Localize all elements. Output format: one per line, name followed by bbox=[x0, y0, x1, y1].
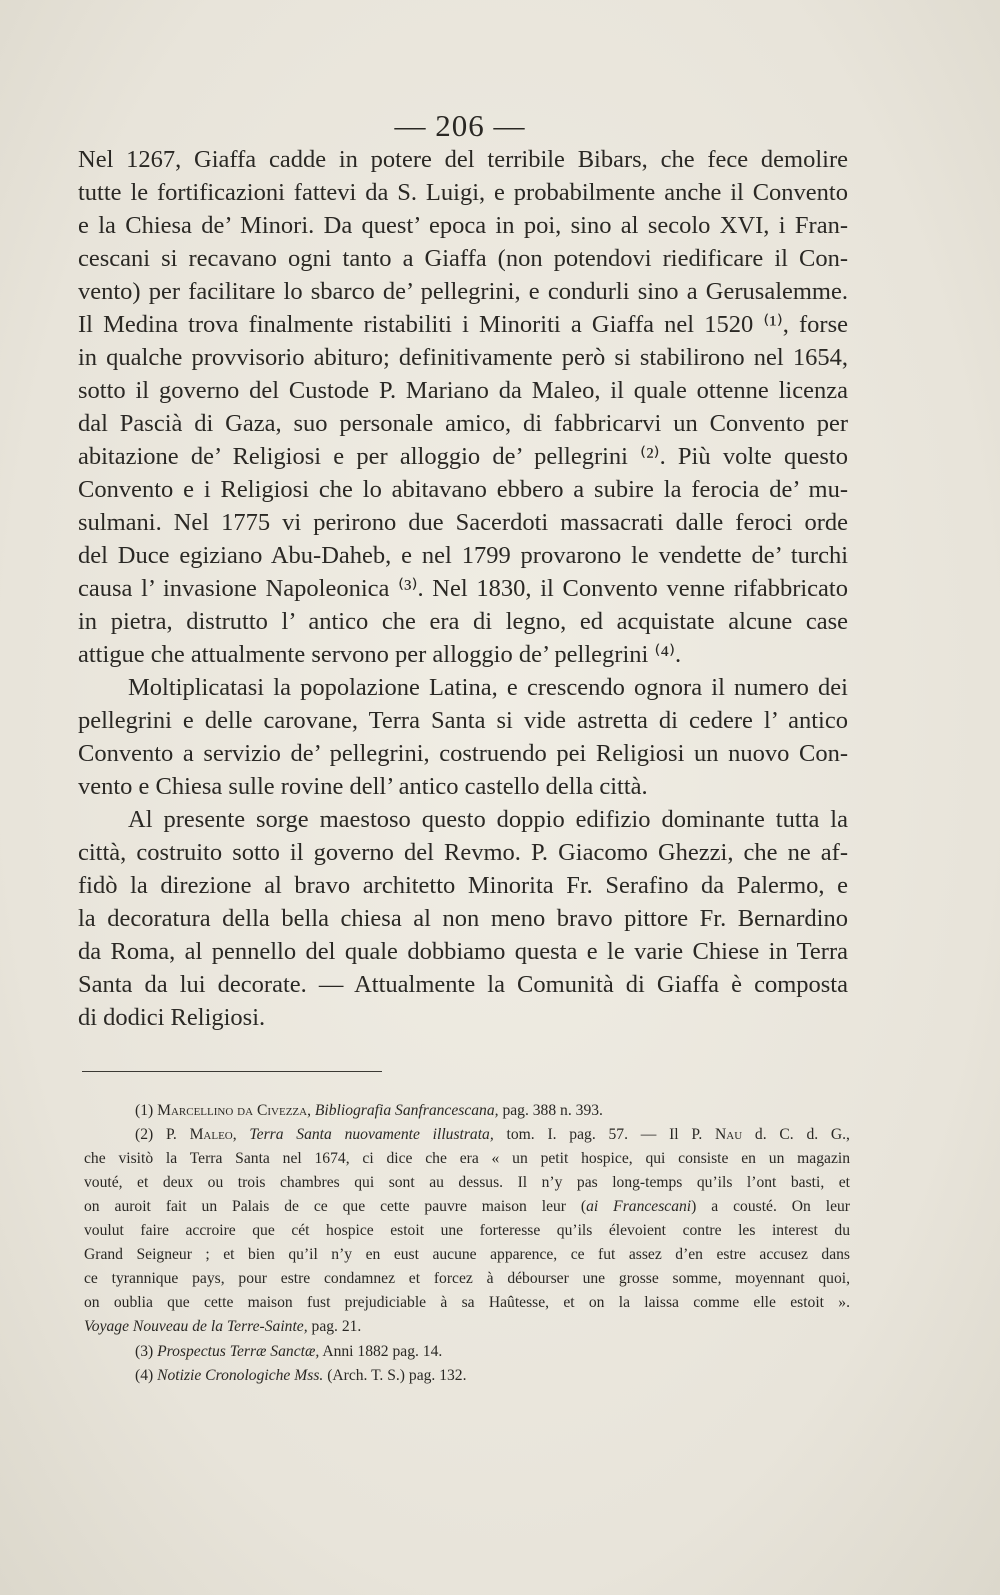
body-line: vento e Chiesa sulle rovine dell’ antico castello della città. bbox=[78, 773, 648, 800]
body-line: fidò la direzione al bravo architetto Minorita Fr. Serafino da Palermo, e bbox=[78, 872, 848, 899]
footnote-2 bbox=[84, 1127, 850, 1143]
body-line: vento) per facilitare lo sbarco de’ pellegrini, e condurli sino a Gerusalemme. bbox=[78, 278, 848, 305]
body-line: attigue che attualmente servono per alloggio de’ pellegrini ⁽⁴⁾. bbox=[78, 641, 682, 668]
body-line: Moltiplicatasi la popolazione Latina, e crescendo ognora il numero dei bbox=[128, 674, 848, 701]
body-line: e la Chiesa de’ Minori. Da quest’ epoca in poi, sino al secolo XVI, i Fran- bbox=[78, 212, 848, 239]
body-line: in qualche provvisorio abituro; definitivamente però si stabilirono nel 1654, bbox=[78, 344, 848, 371]
body-line: pellegrini e delle carovane, Terra Santa si vide astretta di cedere l’ antico bbox=[78, 707, 848, 734]
body-line: città, costruito sotto il governo del Revmo. P. Giacomo Ghezzi, che ne af- bbox=[78, 839, 848, 866]
footnote-number: (3) bbox=[135, 1343, 154, 1360]
footnote-text: pag. 21. bbox=[311, 1318, 362, 1335]
body-line: tutte le fortificazioni fattevi da S. Luigi, e probabilmente anche il Convento bbox=[78, 179, 848, 206]
body-line: Nel 1267, Giaffa cadde in potere del terribile Bibars, che fece demolire bbox=[78, 146, 848, 173]
body-line: di dodici Religiosi. bbox=[78, 1004, 266, 1031]
body-line: Convento a servizio de’ pellegrini, costruendo pei Religiosi un nuovo Con- bbox=[78, 740, 848, 767]
footnote-1 bbox=[84, 1103, 850, 1119]
footnote-author: Marcellino da Civezza, bbox=[157, 1102, 311, 1119]
footnote-text: d. C. d. G., bbox=[754, 1126, 850, 1143]
footnote-2-line: voulut faire accroire que cét hospice estoit une forteresse qu’ils élevoient contre les interest du bbox=[84, 1222, 850, 1239]
footnote-separator bbox=[82, 1071, 382, 1072]
body-line: Convento e i Religiosi che lo abitavano ebbero a subire la ferocia de’ mu- bbox=[78, 476, 848, 503]
body-line: abitazione de’ Religiosi e per alloggio de’ pellegrini ⁽²⁾. Più volte questo bbox=[78, 443, 848, 470]
footnote-2-line bbox=[84, 1199, 850, 1215]
footnote-2-line: ce tyrannique pays, pour estre condamnez et forcez à débourser une grosse somme, moyennant quoi, bbox=[84, 1270, 850, 1287]
footnote-text: P. bbox=[165, 1126, 177, 1143]
footnote-author: Nau bbox=[715, 1126, 743, 1143]
footnote-text: ) a cousté. On leur bbox=[691, 1198, 850, 1215]
footnote-number: (2) bbox=[135, 1126, 154, 1143]
page-number: — 206 — bbox=[394, 108, 526, 143]
body-line: causa l’ invasione Napoleonica ⁽³⁾. Nel 1830, il Convento venne rifabbricato bbox=[78, 575, 848, 602]
body-line: sulmani. Nel 1775 vi perirono due Sacerdoti massacrati dalle feroci orde bbox=[78, 509, 848, 536]
footnote-2-line: on oublia que cette maison fust prejudiciable à sa Haûtesse, et on la laissa comme elle estoit ». bbox=[84, 1294, 850, 1311]
body-line: Il Medina trova finalmente ristabiliti i Minoriti a Giaffa nel 1520 ⁽¹⁾, forse bbox=[78, 311, 848, 338]
footnote-text: (Arch. T. S.) pag. 132. bbox=[327, 1367, 467, 1384]
body-line: sotto il governo del Custode P. Mariano da Maleo, il quale ottenne licenza bbox=[78, 377, 848, 404]
body-line: Santa da lui decorate. — Attualmente la Comunità di Giaffa è composta bbox=[78, 971, 848, 998]
body-line: dal Pascià di Gaza, suo personale amico, di fabbricarvi un Convento per bbox=[78, 410, 848, 437]
footnote-4 bbox=[84, 1368, 850, 1384]
footnote-title: Notizie Cronologiche Mss. bbox=[157, 1367, 324, 1384]
body-line: cescani si recavano ogni tanto a Giaffa (non potendovi riedificare il Con- bbox=[78, 245, 848, 272]
footnote-italic: ai Francescani bbox=[586, 1198, 692, 1215]
footnote-2-line: vouté, et deux ou trois chambres qui sont au dessus. Il n’y pas long-temps qu’ils l’ont basti, et bbox=[84, 1174, 850, 1191]
footnote-text: tom. I. pag. 57. — Il P. bbox=[506, 1126, 703, 1143]
footnote-text: pag. 388 n. 393. bbox=[502, 1102, 603, 1119]
body-line: la decoratura della bella chiesa al non meno bravo pittore Fr. Bernardino bbox=[78, 905, 848, 932]
footnote-title: Prospectus Terræ Sanctæ, bbox=[157, 1343, 320, 1360]
footnote-number: (4) bbox=[135, 1367, 154, 1384]
footnote-2-line: che visitò la Terra Santa nel 1674, ci dice che era « un petit hospice, qui consiste en un magazin bbox=[84, 1150, 850, 1167]
footnote-2-line bbox=[84, 1319, 850, 1335]
footnote-text: Anni 1882 pag. 14. bbox=[322, 1343, 443, 1360]
footnote-title: Bibliografia Sanfrancescana, bbox=[314, 1102, 499, 1119]
body-line: del Duce egiziano Abu-Daheb, e nel 1799 provarono le vendette de’ turchi bbox=[78, 542, 848, 569]
body-line: Al presente sorge maestoso questo doppio edifizio dominante tutta la bbox=[128, 806, 848, 833]
footnote-italic: Voyage Nouveau de la Terre-Sainte, bbox=[84, 1318, 308, 1335]
footnote-2-line: Grand Seigneur ; et bien qu’il n’y en eust aucune apparence, ce fut assez d’en estre accusez dans bbox=[84, 1246, 850, 1263]
footnote-number: (1) bbox=[135, 1102, 154, 1119]
footnote-title: Terra Santa nuovamente illustrata, bbox=[249, 1126, 494, 1143]
body-line: in pietra, distrutto l’ antico che era di legno, ed acquistate alcune case bbox=[78, 608, 848, 635]
footnote-text: on auroit fait un Palais de ce que cette pauvre maison leur ( bbox=[84, 1198, 587, 1215]
footnote-3 bbox=[84, 1344, 850, 1360]
footnote-author: Maleo, bbox=[189, 1126, 237, 1143]
body-line: da Roma, al pennello del quale dobbiamo questa e le varie Chiese in Terra bbox=[78, 938, 848, 965]
